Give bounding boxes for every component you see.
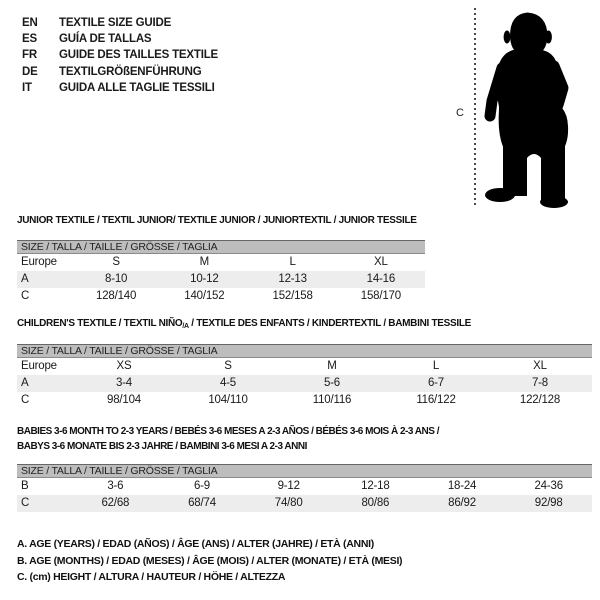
- table-cell: 116/122: [416, 394, 456, 406]
- size-header-band: SIZE / TALLA / TAILLE / GRÖSSE / TAGLIA: [17, 240, 425, 254]
- lang-label: TEXTILGRÖßENFÜHRUNG: [59, 65, 202, 78]
- table-cell: 6-7: [427, 377, 445, 389]
- table-cell: 7-8: [531, 377, 549, 389]
- table-cell: 24-36: [534, 480, 563, 492]
- size-header-band: SIZE / TALLA / TAILLE / GRÖSSE / TAGLIA: [17, 344, 592, 358]
- table-cell: XS: [116, 360, 132, 372]
- lang-row-fr: [22, 47, 218, 63]
- legend-line-a: A. AGE (YEARS) / EDAD (AÑOS) / ÂGE (ANS) / ALTER (JAHRE) / ETÀ (ANNI): [17, 538, 374, 550]
- table-cell: 3-6: [107, 480, 124, 492]
- lang-row-it: [22, 80, 218, 96]
- table-cell: 4-5: [219, 377, 237, 389]
- row-label: B: [21, 480, 29, 492]
- legend: [17, 536, 402, 586]
- table-row-age: [17, 271, 425, 288]
- lang-label: TEXTILE SIZE GUIDE: [59, 17, 172, 30]
- lang-row-es: [22, 31, 218, 47]
- lang-code: FR: [22, 49, 37, 62]
- table-cell: 12-13: [278, 273, 307, 285]
- table-cell: 62/68: [101, 497, 130, 509]
- table-cell: 12-18: [361, 480, 390, 492]
- table-cell: 10-12: [190, 273, 219, 285]
- table-cell: L: [432, 360, 440, 372]
- table-cell: 18-24: [447, 480, 477, 492]
- table-cell: 86/92: [448, 497, 476, 509]
- table-row-height: [17, 288, 425, 305]
- table-cell: 104/110: [208, 394, 248, 406]
- row-label: A: [21, 273, 29, 285]
- lang-row-de: [22, 64, 218, 80]
- table-row-europe: [17, 358, 592, 375]
- junior-size-table: [17, 240, 425, 305]
- row-label: Europe: [21, 256, 57, 268]
- table-cell: XL: [533, 360, 547, 372]
- table-cell: 110/116: [312, 394, 352, 406]
- table-cell: S: [112, 256, 120, 268]
- table-row-age-months: [17, 478, 592, 495]
- table-row-height: [17, 495, 592, 512]
- table-row-europe: [17, 254, 425, 271]
- junior-table-title: JUNIOR TEXTILE / TEXTIL JUNIOR/ TEXTILE JUNIOR / JUNIORTEXTIL / JUNIOR TESSILE: [17, 215, 417, 226]
- table-cell: 74/80: [274, 497, 303, 509]
- table-cell: 8-10: [105, 273, 128, 285]
- title-subscript: /A: [182, 323, 189, 330]
- lang-code: ES: [22, 33, 37, 46]
- table-cell: M: [199, 256, 210, 268]
- table-cell: 140/152: [184, 290, 225, 302]
- table-row-age: [17, 375, 592, 392]
- size-header-band: SIZE / TALLA / TAILLE / GRÖSSE / TAGLIA: [17, 464, 592, 478]
- toddler-silhouette-image: [483, 6, 575, 211]
- table-cell: L: [289, 256, 296, 268]
- table-cell: 9-12: [277, 480, 300, 492]
- row-label: C: [21, 394, 30, 406]
- table-cell: 14-16: [366, 273, 396, 285]
- lang-label: GUIDA ALLE TAGLIE TESSILI: [59, 81, 215, 94]
- table-cell: M: [327, 360, 337, 372]
- language-header: [22, 15, 218, 96]
- table-cell: S: [224, 360, 232, 372]
- row-label: Europe: [21, 360, 57, 372]
- table-cell: 128/140: [96, 290, 137, 302]
- legend-line-c: C. (cm) HEIGHT / ALTURA / HAUTEUR / HÖHE / ALTEZZA: [17, 571, 286, 583]
- title-part: / TEXTILE DES ENFANTS / KINDERTEXTIL / BAMBINI TESSILE: [188, 318, 472, 329]
- lang-label: GUÍA DE TALLAS: [59, 33, 152, 46]
- table-cell: 3-4: [115, 377, 133, 389]
- babies-table-title: [17, 424, 439, 454]
- table-row-height: [17, 392, 592, 409]
- table-cell: 92/98: [534, 497, 563, 509]
- lang-code: IT: [22, 81, 32, 94]
- children-size-table: [17, 344, 592, 409]
- table-cell: 98/104: [107, 394, 141, 406]
- babies-title-line1: BABIES 3-6 MONTH TO 2-3 YEARS / BEBÉS 3-6 MESES A 2-3 AÑOS / BÉBÉS 3-6 MOIS À 2-3 ANS /: [17, 426, 439, 437]
- table-cell: 68/74: [188, 497, 216, 509]
- title-part: CHILDREN'S TEXTILE / TEXTIL NIÑO: [17, 318, 183, 329]
- row-label: C: [21, 497, 30, 509]
- table-cell: 158/170: [360, 290, 401, 302]
- table-cell: 152/158: [272, 290, 313, 302]
- lang-row-en: [22, 15, 218, 31]
- row-label: A: [21, 377, 29, 389]
- lang-code: EN: [22, 17, 38, 30]
- height-measure-dotted-line: [474, 8, 476, 206]
- babies-size-table: [17, 464, 592, 512]
- table-cell: 5-6: [323, 377, 341, 389]
- measure-label-c: C: [456, 107, 464, 119]
- table-cell: XL: [374, 256, 388, 268]
- babies-title-line2: BABYS 3-6 MONATE BIS 2-3 JAHRE / BAMBINI 3-6 MESI A 2-3 ANNI: [17, 441, 307, 452]
- table-cell: 80/86: [361, 497, 390, 509]
- row-label: C: [21, 290, 30, 302]
- lang-label: GUIDE DES TAILLES TEXTILE: [59, 49, 218, 62]
- table-cell: 6-9: [193, 480, 211, 492]
- table-cell: 122/128: [519, 394, 561, 406]
- legend-line-b: B. AGE (MONTHS) / EDAD (MESES) / ÂGE (MOIS) / ALTER (MONATE) / ETÀ (MESI): [17, 554, 403, 567]
- children-table-title: [17, 318, 471, 330]
- lang-code: DE: [22, 65, 38, 78]
